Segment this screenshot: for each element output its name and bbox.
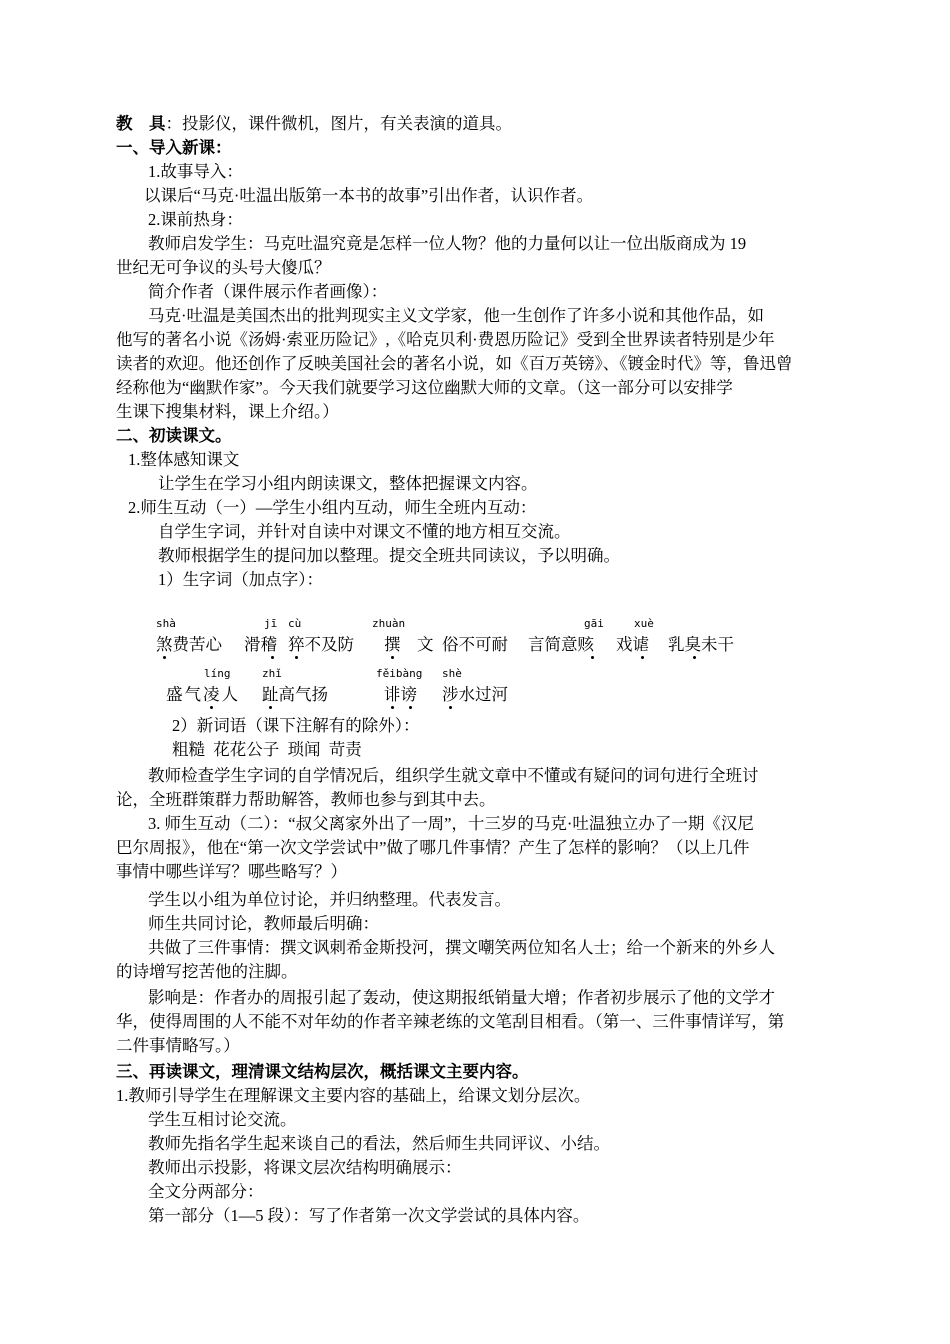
new-words-title: 2）新词语（课下注解有的除外）： [172,716,420,735]
section3-line-4: 全文分两部分： [148,1182,264,1201]
emphasis-dot [591,656,594,659]
section1-item2-para-line2: 世纪无可争议的头号大傻瓜？ [116,258,331,277]
pinyin: zhuàn [372,617,406,630]
bio-line-2: 他写的著名小说《汤姆·索亚历险记》,《哈克贝利·费恩历险记》受到全世界读者特别是少年 [116,330,775,349]
vocab-word: 言简意赅 [528,635,594,654]
emphasis-dot [295,656,298,659]
teaching-tools-text: ：投影仪，课件微机，图片，有关表演的道具。 [165,114,512,133]
emphasis-dot [449,706,452,709]
vocab-word: 盛气凌人 [166,685,240,704]
emphasis-dot [271,656,274,659]
item3-line-1: 3. 师生互动（二）：“叔父离家外出了一周”，十三岁的马克·吐温独立办了一期《汉尼 [148,814,754,833]
emphasis-dot [409,706,412,709]
check-line-2: 论，全班群策群力帮助解答，教师也参与到其中去。 [116,790,496,809]
section3-line-2: 教师先指名学生起来谈自己的看法，然后师生共同评议、小结。 [148,1134,610,1153]
section2-item1-text: 让学生在学习小组内朗读课文，整体把握课文内容。 [158,474,538,493]
section1-item2-para-line1: 教师启发学生：马克吐温究竟是怎样一位人物？他的力量何以让一位出版商成为 19 [148,234,747,253]
vocab-word: 滑稽 [244,635,277,654]
emphasis-dot [163,656,166,659]
section1-item2-title: 2.课前热身： [148,210,243,229]
vocab-word: 俗不可耐 [442,635,508,654]
vocab-word: 乳臭未干 [668,635,734,654]
pinyin: fěibàng [376,667,423,680]
item3-line-3: 事情中哪些详写？哪些略写？） [116,862,347,881]
bio-line-5: 生课下搜集材料，课上介绍。） [116,402,339,421]
vocab-word: 诽谤 [384,685,417,704]
emphasis-dot [269,706,272,709]
vocab-title: 1）生字词（加点字）： [158,570,323,589]
vocab-word: 撰 文 [384,635,434,654]
author-intro-label: 简介作者（课件展示作者画像）： [148,282,388,301]
section3-heading: 三、再读课文，理清课文结构层次，概括课文主要内容。 [116,1062,529,1081]
influence-line-1: 影响是：作者办的周报引起了轰动，使这期报纸销量大增；作者初步展示了他的文学才 [148,988,775,1007]
section2-item2-line1: 自学生字词，并针对自读中对课文不懂的地方相互交流。 [158,522,571,541]
vocab-word: 煞费苦心 [156,635,222,654]
section2-item1-title: 1.整体感知课文 [128,450,240,469]
pinyin: shà [156,617,176,630]
influence-line-2: 华，使得周围的人不能不对年幼的作者辛辣老练的文笔刮目相看。（第一、三件事情详写，第 [116,1012,785,1031]
pinyin: zhǐ [262,667,282,680]
emphasis-dot [210,706,213,709]
pinyin: shè [442,667,462,680]
emphasis-dot [641,656,644,659]
pinyin: líng [204,667,231,680]
bio-line-1: 马克·吐温是美国杰出的批判现实主义文学家，他一生创作了许多小说和其他作品，如 [148,306,764,325]
section1-item1-title: 1.故事导入： [148,162,243,181]
section1-item1-text: 以课后“马克·吐温出版第一本书的故事”引出作者，认识作者。 [144,186,594,205]
vocab-word: 猝不及防 [288,635,354,654]
pinyin: gāi [584,617,604,630]
emphasis-dot [693,656,696,659]
three-things-line-2: 的诗增写挖苦他的注脚。 [116,962,298,981]
bio-line-3: 读者的欢迎。他还创作了反映美国社会的著名小说，如《百万英镑》、《镀金时代》等，鲁迅曾 [116,354,793,373]
section2-item2-title: 2.师生互动（一）—学生小组内互动，师生全班内互动： [128,498,537,517]
bio-line-4: 经称他为“幽默作家”。今天我们就要学习这位幽默大师的文章。（这一部分可以安排学 [116,378,733,397]
pinyin: cù [288,617,302,630]
teaching-tools-label: 教 具 [116,114,166,133]
item3-line-2: 巴尔周报》，他在“第一次文学尝试中”做了哪几件事情？产生了怎样的影响？（以上几件 [116,838,750,857]
section3-item1: 1.教师引导学生在理解课文主要内容的基础上，给课文划分层次。 [116,1086,591,1105]
check-line-1: 教师检查学生字词的自学情况后，组织学生就文章中不懂或有疑问的词句进行全班讨 [148,766,759,785]
section2-item2-line2: 教师根据学生的提问加以整理。提交全班共同读议，予以明确。 [158,546,620,565]
vocab-word: 趾高气扬 [262,685,328,704]
pinyin: xuè [634,617,654,630]
section2-heading: 二、初读课文。 [116,426,232,445]
section3-line-1: 学生互相讨论交流。 [148,1110,297,1129]
joint-discuss: 师生共同讨论，教师最后明确： [148,914,379,933]
emphasis-dot [391,706,394,709]
vocab-word: 戏谑 [616,635,649,654]
influence-line-3: 二件事情略写。） [116,1036,240,1055]
pinyin: jī [264,617,278,630]
group-discuss: 学生以小组为单位讨论，并归纳整理。代表发言。 [148,890,511,909]
emphasis-dot [391,656,394,659]
three-things-line-1: 共做了三件事情：撰文讽刺希金斯投河，撰文嘲笑两位知名人士；给一个新来的外乡人 [148,938,775,957]
section3-line-5: 第一部分（1—5 段）：写了作者第一次文学尝试的具体内容。 [148,1206,590,1225]
section3-line-3: 教师出示投影，将课文层次结构明确展示： [148,1158,462,1177]
section1-heading: 一、导入新课： [116,138,232,157]
teaching-tools-line [116,112,512,136]
vocab-word: 涉水过河 [442,685,508,704]
new-words-list: 粗糙 花花公子 琐闻 苛责 [172,740,362,759]
